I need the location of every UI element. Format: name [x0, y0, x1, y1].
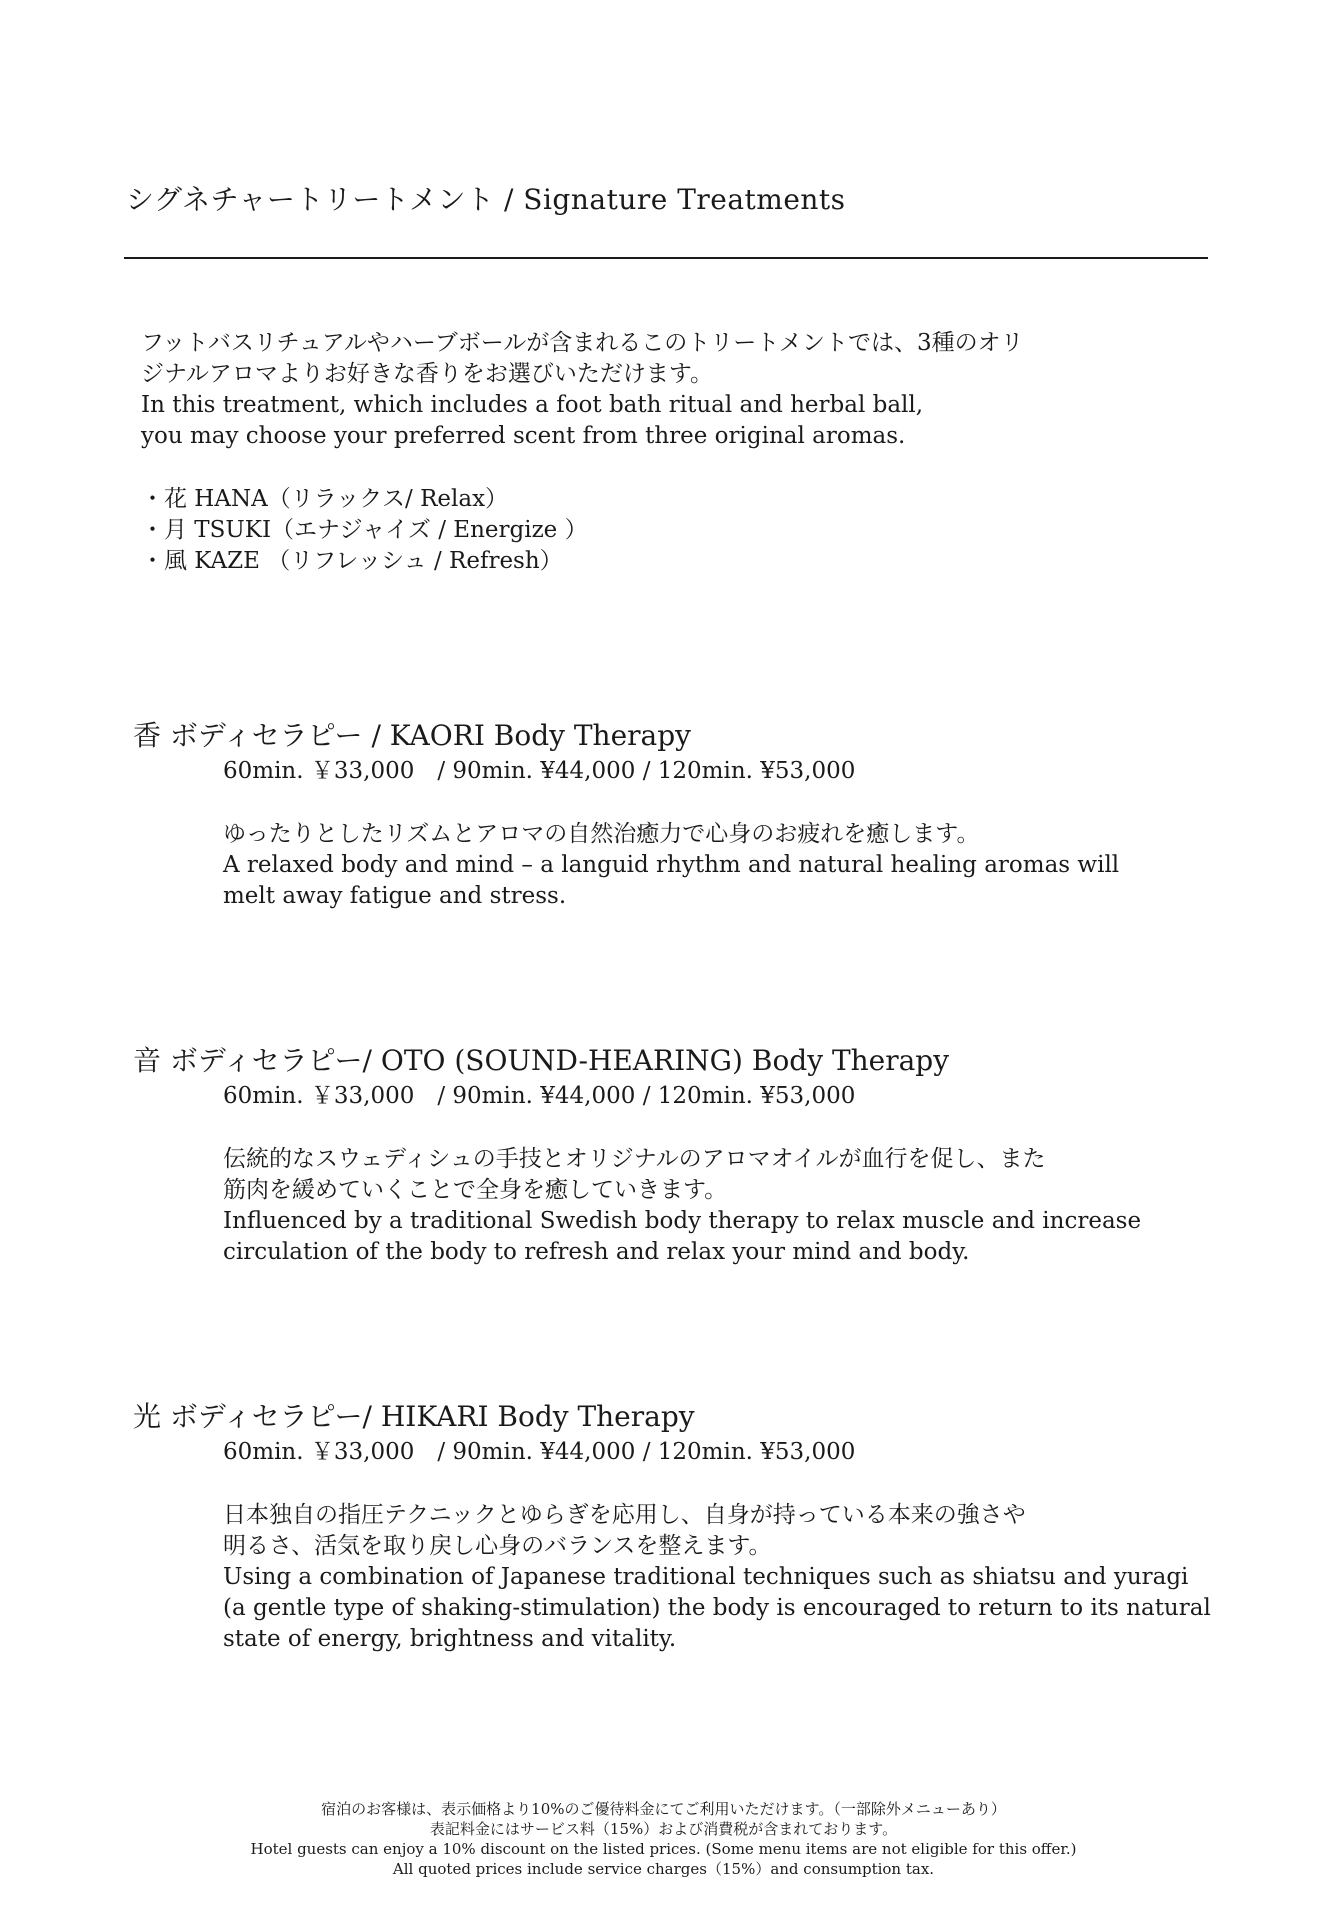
- description-line: ゆったりとしたリズムとアロマの自然治癒力で心身のお疲れを癒します。: [223, 821, 980, 847]
- intro-line: you may choose your preferred scent from three original aromas.: [141, 423, 906, 449]
- description-line: 伝統的なスウェディシュの手技とオリジナルのアロマオイルが血行を促し、また: [223, 1146, 1046, 1172]
- treatment-prices: 60min. ￥33,000 / 90min. ¥44,000 / 120min. ¥53,000: [223, 1439, 856, 1465]
- title-divider: [124, 257, 1208, 259]
- description-line: Influenced by a traditional Swedish body therapy to relax muscle and increase: [223, 1208, 1142, 1234]
- treatment-prices: 60min. ￥33,000 / 90min. ¥44,000 / 120min. ¥53,000: [223, 1083, 856, 1109]
- description-line: 筋肉を緩めていくことで全身を癒していきます。: [223, 1177, 728, 1203]
- treatment-description: [223, 1144, 1141, 1268]
- description-line: 日本独自の指圧テクニックとゆらぎを応用し、自身が持っている本来の強さや: [223, 1502, 1026, 1528]
- intro-line: In this treatment, which includes a foot bath ritual and herbal ball,: [141, 392, 924, 418]
- footer-line: Hotel guests can enjoy a 10% discount on the listed prices. (Some menu items are not eligible for this offer.): [250, 1840, 1077, 1858]
- description-line: (a gentle type of shaking-stimulation) the body is encouraged to return to its natural: [223, 1595, 1211, 1621]
- intro-line: フットバスリチュアルやハーブボールが含まれるこのトリートメントでは、3種のオリ: [141, 330, 1024, 356]
- description-line: circulation of the body to refresh and relax your mind and body.: [223, 1239, 970, 1265]
- treatment-title: 光 ボディセラピー/ HIKARI Body Therapy: [133, 1400, 695, 1433]
- treatment-hikari: [133, 1397, 1211, 1655]
- scent-list: [141, 484, 588, 577]
- footer-notes: [0, 1799, 1327, 1879]
- description-line: melt away fatigue and stress.: [223, 883, 567, 909]
- treatment-kaori: [133, 716, 1119, 912]
- scent-item-tsuki: ・月 TSUKI（エナジャイズ / Energize ）: [141, 517, 588, 543]
- treatment-description: [223, 819, 1119, 912]
- footer-line: All quoted prices include service charges（15%）and consumption tax.: [392, 1860, 935, 1878]
- page-title: シグネチャートリートメント / Signature Treatments: [126, 183, 846, 216]
- treatment-description: [223, 1500, 1211, 1655]
- description-line: Using a combination of Japanese traditional techniques such as shiatsu and yuragi: [223, 1564, 1189, 1590]
- description-line: 明るさ、活気を取り戻し心身のバランスを整えます。: [223, 1533, 772, 1559]
- footer-line: 表記料金にはサービス料（15%）および消費税が含まれております。: [429, 1820, 898, 1838]
- intro-line: ジナルアロマよりお好きな香りをお選びいただけます。: [141, 361, 714, 387]
- scent-item-kaze: ・風 KAZE （リフレッシュ / Refresh）: [141, 548, 563, 574]
- scent-item-hana: ・花 HANA（リラックス/ Relax）: [141, 486, 509, 512]
- description-line: A relaxed body and mind – a languid rhythm and natural healing aromas will: [223, 852, 1120, 878]
- footer-line: 宿泊のお客様は、表示価格より10%のご優待料金にてご利用いただけます。（一部除外メニューあり）: [321, 1800, 1006, 1818]
- description-line: state of energy, brightness and vitality.: [223, 1626, 677, 1652]
- intro-paragraph: [141, 328, 1024, 452]
- treatment-title: 香 ボディセラピー / KAORI Body Therapy: [133, 719, 691, 752]
- treatment-title: 音 ボディセラピー/ OTO (SOUND-HEARING) Body Therapy: [133, 1044, 950, 1077]
- treatment-prices: 60min. ￥33,000 / 90min. ¥44,000 / 120min. ¥53,000: [223, 758, 856, 784]
- treatment-oto: [133, 1041, 1141, 1268]
